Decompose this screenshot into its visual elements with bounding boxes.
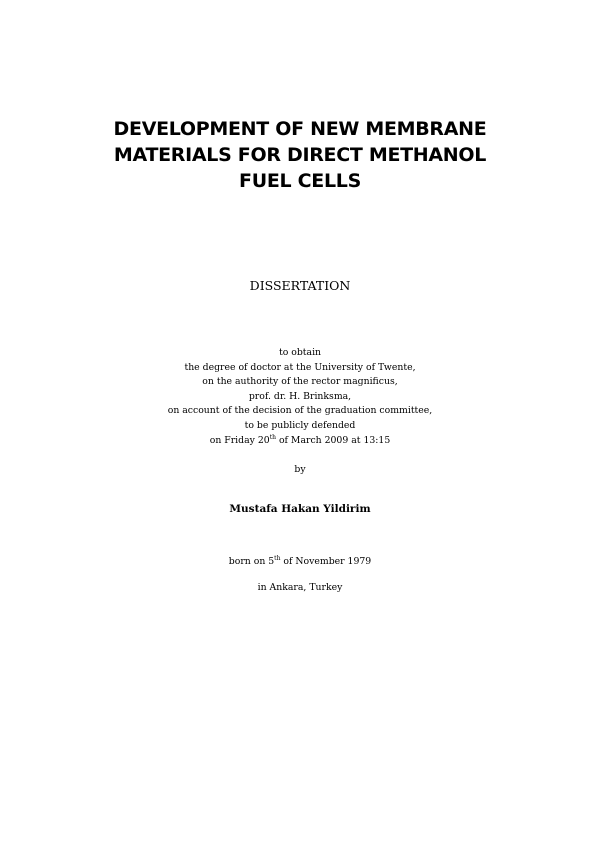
defense-date-line <box>0 434 595 449</box>
thesis-title-line-3: FUEL CELLS <box>239 170 361 192</box>
author-name: Mustafa Hakan Yildirim <box>229 503 371 515</box>
degree-statement-line-4: prof. dr. H. Brinksma, <box>248 390 352 402</box>
degree-statement-line-6: to be publicly defended <box>244 419 356 431</box>
birth-date-ordinal: th <box>274 554 281 562</box>
thesis-title-line-1: DEVELOPMENT OF NEW MEMBRANE <box>113 118 487 140</box>
document-type-label: DISSERTATION <box>249 278 351 293</box>
thesis-title-line-2: MATERIALS FOR DIRECT METHANOL <box>113 144 487 166</box>
defense-date-rest: of March 2009 at 13:15 <box>275 434 391 446</box>
defense-date-ordinal: th <box>269 433 276 441</box>
birth-date <box>0 555 595 569</box>
defense-date-prefix: on Friday 20 <box>209 434 270 446</box>
birth-date-prefix: born on 5 <box>228 556 275 567</box>
by-label: by <box>294 464 306 475</box>
degree-statement-line-3: on the authority of the rector magnificus, <box>202 376 398 388</box>
thesis-title <box>0 116 595 194</box>
degree-statement-line-2: the degree of doctor at the University of Twente, <box>184 361 416 373</box>
degree-statement-line-5: on account of the decision of the graduation committee, <box>167 405 433 417</box>
birth-date-rest: of November 1979 <box>280 556 372 567</box>
birthplace: in Ankara, Turkey <box>257 582 343 593</box>
degree-statement <box>0 346 595 448</box>
degree-statement-line-1: to obtain <box>278 347 322 358</box>
